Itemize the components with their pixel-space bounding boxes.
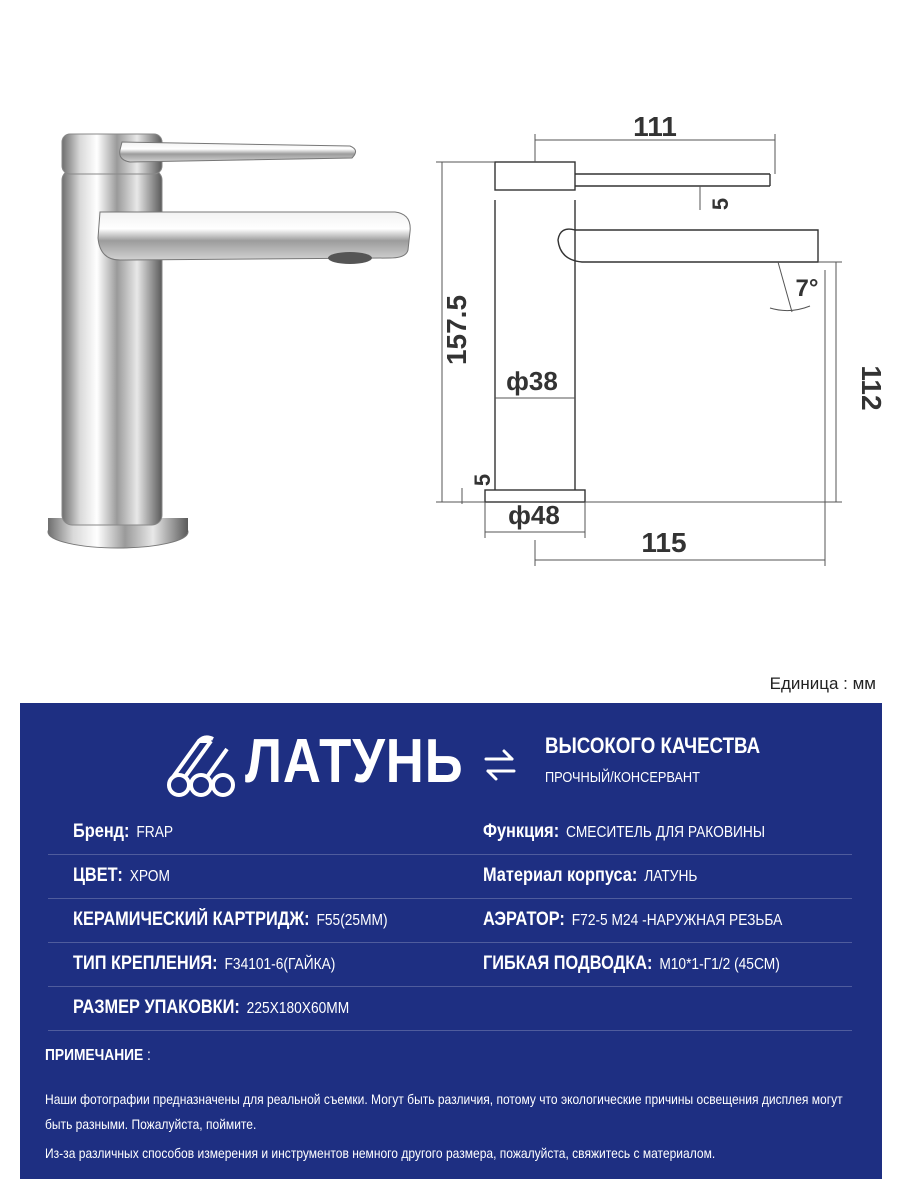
specs-table: [48, 811, 852, 1031]
spec-body-material: Материал корпуса: ЛАТУНЬ: [483, 865, 698, 886]
spec-hose: ГИБКАЯ ПОДВОДКА: М10*1-Г1/2 (45СМ): [483, 953, 780, 974]
dim-base: 5: [470, 473, 495, 487]
spec-row: [48, 811, 852, 855]
brass-pipes-icon: [165, 727, 237, 799]
note-text: [45, 1087, 853, 1170]
note-line: Наши фотографии предназначены для реальной съемки. Могут быть различия, потому что экологические причины освещения дисплея могут быть разными. Пожалуйста, поймите.: [45, 1091, 843, 1132]
unit-label: Единица : мм: [769, 674, 876, 693]
quality-subtitle: ПРОЧНЫЙ/КОНСЕРВАНТ: [545, 769, 700, 786]
spec-function: Функция: СМЕСИТЕЛЬ ДЛЯ РАКОВИНЫ: [483, 821, 766, 842]
spec-row: [48, 899, 852, 943]
spec-mounting: ТИП КРЕПЛЕНИЯ: F34101-6(ГАЙКА): [73, 953, 336, 974]
dim-top-width: 111: [633, 111, 677, 142]
dim-lever: 5: [708, 197, 733, 211]
spec-row: [48, 855, 852, 899]
material-title: ЛАТУНЬ: [245, 727, 464, 796]
quality-title: ВЫСОКОГО КАЧЕСТВА: [545, 733, 761, 758]
spec-cartridge: КЕРАМИЧЕСКИЙ КАРТРИДЖ: F55(25ММ): [73, 909, 388, 930]
dim-body-diameter: ф38: [506, 366, 558, 396]
spec-row: [48, 987, 852, 1031]
dim-angle: 7°: [795, 275, 819, 302]
note-line: Из-за различных способов измерения и инструментов немного другого размера, пожалуйста, свяжитесь с материалом.: [45, 1145, 716, 1161]
technical-drawing: [430, 100, 890, 580]
specs-panel: [20, 703, 882, 1179]
spec-row: [48, 943, 852, 987]
dim-base-diameter: ф48: [508, 500, 560, 530]
note-title: ПРИМЕЧАНИЕ :: [45, 1047, 151, 1064]
swap-arrows-icon: [480, 745, 520, 785]
faucet-photo: [40, 120, 420, 560]
spec-package-size: РАЗМЕР УПАКОВКИ: 225Х180Х60ММ: [73, 997, 350, 1018]
spec-brand: Бренд: FRAP: [73, 821, 174, 842]
spec-color: ЦВЕТ: ХРОМ: [73, 865, 170, 886]
headline: [165, 723, 865, 803]
spec-aerator: АЭРАТОР: F72-5 М24 -НАРУЖНАЯ РЕЗЬБА: [483, 909, 783, 930]
dim-height: 157.5: [441, 294, 472, 366]
dim-bottom-width: 115: [641, 527, 687, 558]
dim-spout-height: 112: [856, 365, 887, 411]
